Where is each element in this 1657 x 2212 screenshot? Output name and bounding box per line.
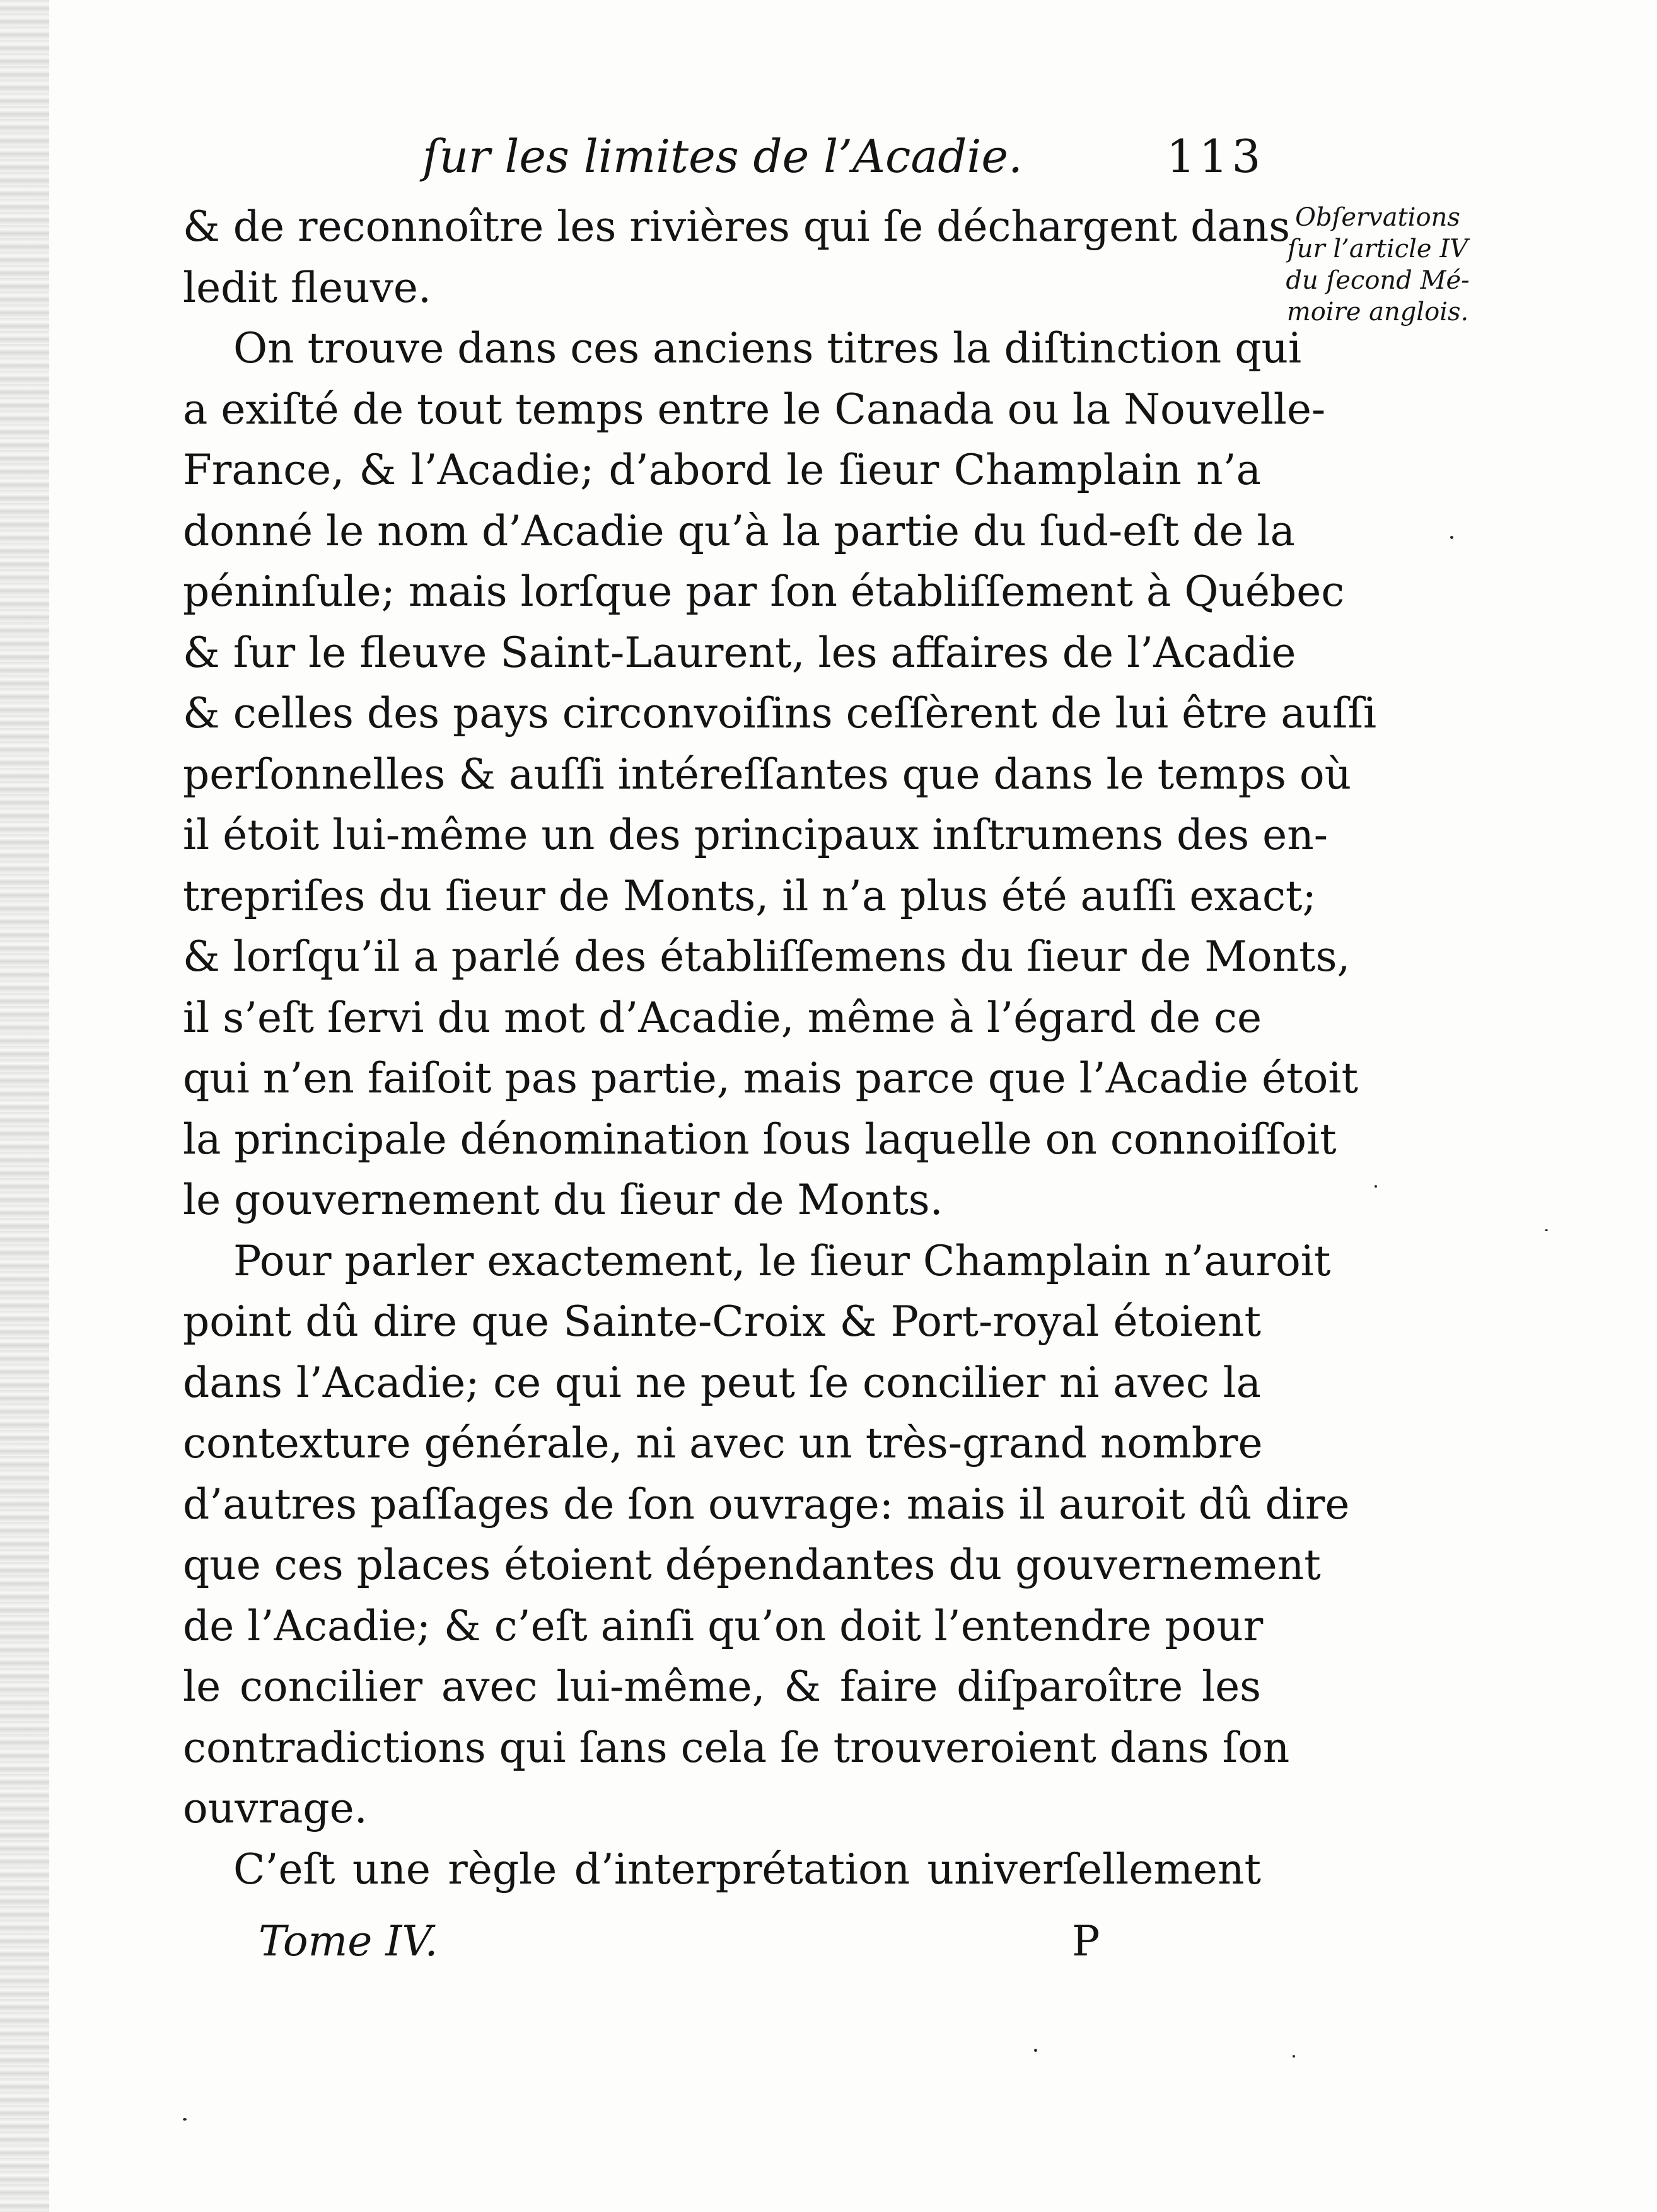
volume-label: Tome IV. — [259, 1917, 438, 1966]
text-line: & lorſqu’il a parlé des établiſſemens du ſieur de Monts, — [183, 932, 1351, 981]
text-line: On trouve dans ces anciens titres la diſtinction qui — [233, 324, 1302, 373]
text-line: ouvrage. — [183, 1784, 368, 1833]
text-line: il étoit lui-même un des principaux inſtrumens des en- — [183, 811, 1328, 859]
text-line: & de reconnoître les rivières qui ſe déchargent dans — [183, 202, 1291, 251]
ink-speck — [1450, 536, 1453, 539]
text-line: point dû dire que Sainte-Croix & Port-royal étoient — [183, 1297, 1261, 1346]
ink-speck — [183, 2118, 187, 2121]
ink-speck — [1545, 1229, 1548, 1231]
text-line: donné le nom d’Acadie qu’à la partie du ſud-eſt de la — [183, 506, 1295, 555]
text-line: perſonnelles & auſſi intéreſſantes que dans le temps où — [183, 750, 1352, 799]
margin-note-line: Obſervations — [1295, 203, 1460, 232]
margin-note-line: ſur l’article IV — [1287, 235, 1468, 263]
text-line: que ces places étoient dépendantes du gouvernement — [183, 1541, 1321, 1589]
ink-speck — [1293, 2055, 1295, 2058]
footer-line — [259, 1910, 1100, 1973]
text-line: dans l’Acadie; ce qui ne peut ſe concilier ni avec la — [183, 1358, 1261, 1407]
running-title: ſur les limites de l’Acadie. — [422, 130, 1023, 183]
page-binding-edge — [0, 0, 49, 2212]
text-line: trepriſes du ſieur de Monts, il n’a plus été auſſi exact; — [183, 871, 1317, 920]
ink-speck — [1034, 2049, 1037, 2052]
text-line: le gouvernement du ſieur de Monts. — [183, 1176, 943, 1224]
ink-speck — [1375, 1185, 1377, 1188]
margin-note-line: du ſecond Mé- — [1286, 266, 1470, 295]
text-line: qui n’en faiſoit pas partie, mais parce que l’Acadie étoit — [183, 1054, 1359, 1103]
running-head — [422, 125, 1265, 194]
signature-mark: P — [1072, 1917, 1100, 1966]
text-line: contradictions qui ſans cela ſe trouveroient dans ſon — [183, 1723, 1290, 1772]
text-line: péninſule; mais lorſque par ſon établiſſement à Québec — [183, 567, 1345, 616]
text-line: il s’eſt ſervi du mot d’Acadie, même à l’égard de ce — [183, 993, 1262, 1042]
text-line: d’autres paſſages de ſon ouvrage: mais il auroit dû dire — [183, 1479, 1350, 1529]
text-line: la principale dénomination ſous laquelle on connoiſſoit — [183, 1115, 1337, 1164]
text-line: & ſur le fleuve Saint-Laurent, les affaires de l’Acadie — [183, 628, 1296, 677]
page-number: 113 — [1166, 130, 1265, 183]
text-line: & celles des pays circonvoiſins ceſſèrent de lui être auſſi — [183, 689, 1377, 738]
text-line: France, & l’Acadie; d’abord le ſieur Champlain n’a — [183, 446, 1261, 494]
margin-note — [1274, 202, 1482, 328]
text-line: C’eſt une règle d’interprétation univerſellement — [233, 1844, 1261, 1894]
text-line: le concilier avec lui-même, & faire diſparoître les — [183, 1662, 1261, 1711]
text-line: Pour parler exactement, le ſieur Champlain n’auroit — [233, 1236, 1331, 1285]
text-line: contexture générale, ni avec un très-grand nombre — [183, 1419, 1263, 1468]
text-line: de l’Acadie; & c’eſt ainſi qu’on doit l’entendre pour — [183, 1601, 1264, 1650]
text-line: a exiſté de tout temps entre le Canada ou la Nouvelle- — [183, 385, 1326, 434]
margin-note-line: moire anglois. — [1286, 298, 1469, 327]
text-line: ledit fleuve. — [183, 263, 431, 312]
body-text — [183, 197, 1377, 1900]
